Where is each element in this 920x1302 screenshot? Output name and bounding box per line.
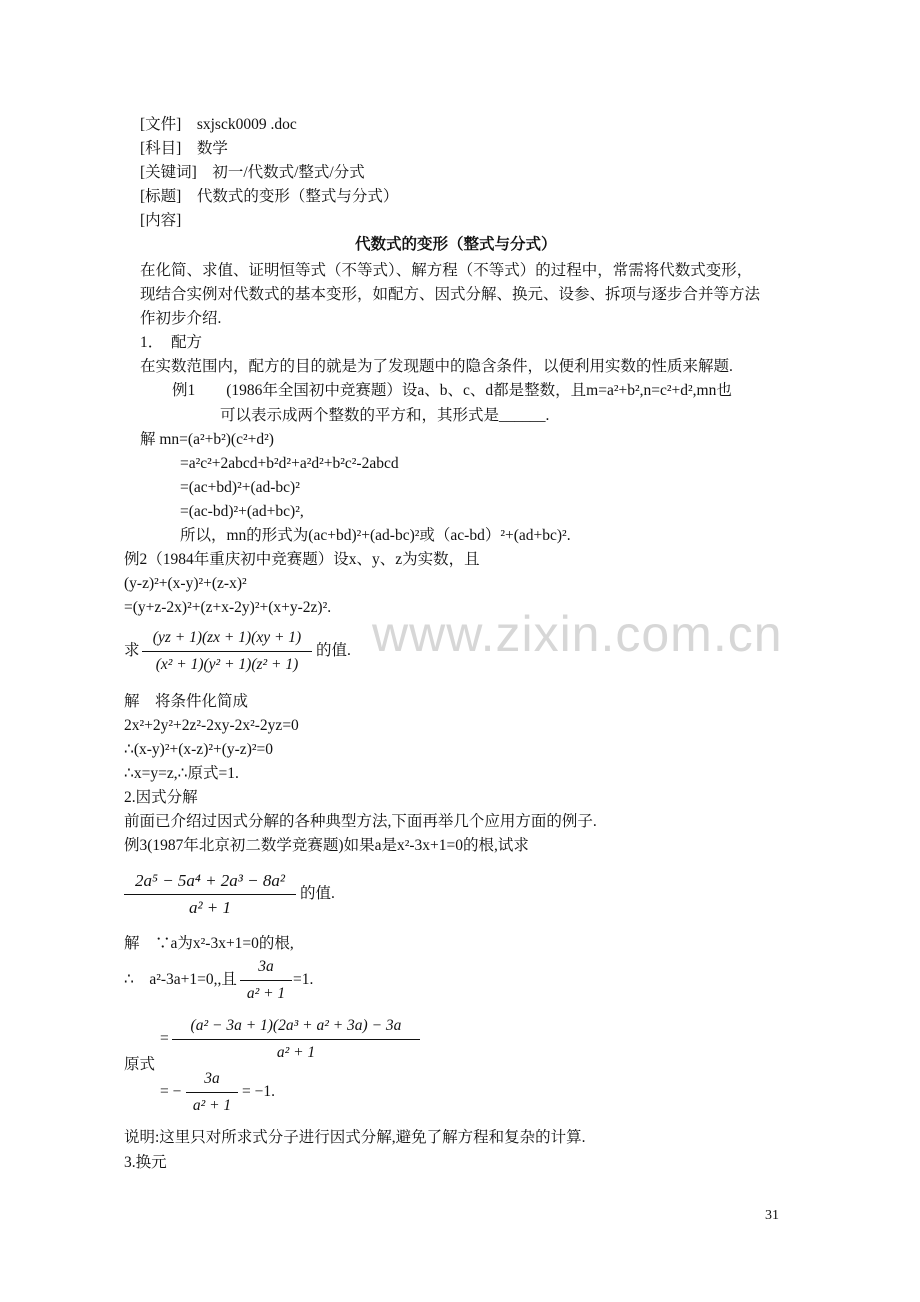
file-line: [文件] sxjsck0009 .doc [140, 116, 297, 133]
section2-desc: 前面已介绍过因式分解的各种典型方法,下面再举几个应用方面的例子. [124, 813, 597, 830]
example3-solution-2-prefix: ∴ a²-3a+1=0,,且 [124, 971, 237, 988]
equation1-fraction [172, 1015, 420, 1064]
equation2-sign: = − [160, 1083, 182, 1100]
equation1-numerator: (a² − 3a + 1)(2a³ + a² + 3a) − 3a [172, 1015, 420, 1040]
example2-solution-1: 解 将条件化简成 [124, 693, 249, 710]
example1-line-2: 可以表示成两个整数的平方和，其形式是______. [220, 407, 550, 424]
example3-line: 例3(1987年北京初二数学竞赛题)如果a是x²-3x+1=0的根,试求 [124, 837, 529, 854]
example2-solution-4: ∴x=y=z,∴原式=1. [124, 765, 239, 782]
example2-line-1: 例2（1984年重庆初中竞赛题）设x、y、z为实数，且 [124, 551, 480, 568]
article-title: 代数式的变形（整式与分式） [355, 236, 557, 253]
intro-line-3: 作初步介绍. [140, 310, 222, 327]
example1-line-1: 例1 (1986年全国初中竞赛题）设a、b、c、d都是整数，且m=a²+b²,n=c²+d²,mn也 [172, 382, 732, 399]
example2-ask-prefix: 求 [124, 642, 140, 659]
title-meta-line: [标题] 代数式的变形（整式与分式） [140, 188, 399, 205]
example2-ask-suffix: 的值. [316, 642, 351, 659]
section3-heading: 3.换元 [124, 1154, 167, 1171]
example2-fraction-denominator: (x² + 1)(y² + 1)(z² + 1) [155, 656, 299, 673]
example2-fraction-numerator: (yz + 1)(zx + 1)(xy + 1) [142, 627, 312, 652]
example1-solution-3: =(ac+bd)²+(ad-bc)² [180, 479, 300, 496]
keywords-line: [关键词] 初一/代数式/整式/分式 [140, 164, 365, 181]
example1-solution-2: =a²c²+2abcd+b²d²+a²d²+b²c²-2abcd [180, 455, 399, 472]
equation1-denominator: a² + 1 [276, 1044, 316, 1061]
equation2-fraction [186, 1068, 238, 1117]
equation2-denominator: a² + 1 [192, 1097, 232, 1114]
example2-fraction [142, 627, 312, 676]
example3-solution-fraction-denominator: a² + 1 [246, 985, 286, 1002]
example3-fraction [124, 870, 296, 919]
intro-line-2: 现结合实例对代数式的基本变形，如配方、因式分解、换元、设参、拆项与逐步合并等方法 [140, 286, 761, 303]
subject-line: [科目] 数学 [140, 140, 228, 157]
note-line: 说明:这里只对所求式分子进行因式分解,避免了解方程和复杂的计算. [124, 1129, 586, 1146]
example2-line-2: (y-z)²+(x-y)²+(z-x)² [124, 575, 247, 592]
watermark: www.zixin.com.cn [372, 606, 783, 662]
example2-line-3: =(y+z-2x)²+(z+x-2y)²+(x+y-2z)². [124, 599, 332, 616]
example3-fraction-denominator: a² + 1 [188, 898, 232, 917]
example3-fraction-numerator: 2a⁵ − 5a⁴ + 2a³ − 8a² [124, 870, 296, 895]
page-number: 31 [765, 1208, 779, 1223]
section1-heading: 1． 配方 [140, 334, 203, 351]
equation1-sign: = [160, 1030, 169, 1047]
example2-solution-3: ∴(x-y)²+(x-z)²+(y-z)²=0 [124, 741, 273, 758]
example3-solution-1: 解 ∵a为x²-3x+1=0的根, [124, 935, 294, 952]
equation2-numerator: 3a [186, 1068, 238, 1093]
section1-desc: 在实数范围内，配方的目的就是为了发现题中的隐含条件，以便利用实数的性质来解题. [140, 358, 733, 375]
example1-solution-5: 所以，mn的形式为(ac+bd)²+(ad-bc)²或（ac-bd）²+(ad+bc)². [180, 527, 571, 544]
original-expression-label: 原式 [124, 1056, 156, 1073]
example3-solution-fraction [240, 956, 292, 1005]
example3-fraction-suffix: 的值. [300, 885, 335, 902]
intro-line-1: 在化简、求值、证明恒等式（不等式）、解方程（不等式）的过程中，常需将代数式变形， [140, 262, 753, 279]
equation2-suffix: = −1. [242, 1083, 275, 1100]
example3-solution-2-suffix: =1. [293, 971, 314, 988]
content-line: [内容] [140, 212, 182, 229]
example1-solution-4: =(ac-bd)²+(ad+bc)², [180, 503, 304, 520]
section2-heading: 2.因式分解 [124, 789, 198, 806]
example2-solution-2: 2x²+2y²+2z²-2xy-2x²-2yz=0 [124, 717, 299, 734]
example3-solution-fraction-numerator: 3a [240, 956, 292, 981]
example1-solution-1: 解 mn=(a²+b²)(c²+d²) [140, 431, 274, 448]
